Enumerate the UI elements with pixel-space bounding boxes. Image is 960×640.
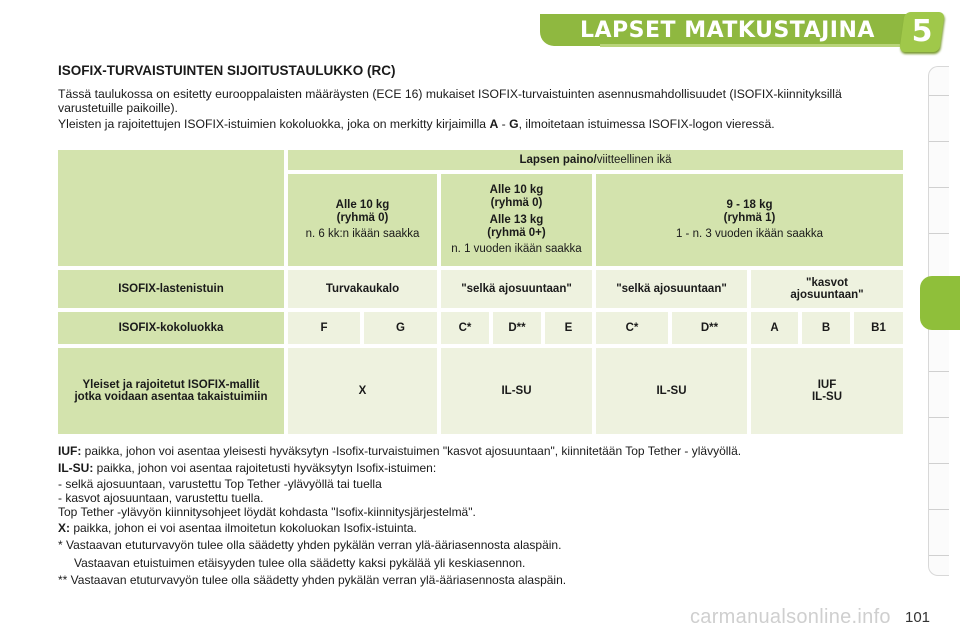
chapter-badge [899, 12, 945, 52]
note-ilsu: IL-SU: paikka, johon voi asentaa rajoitetusti hyväksytyn Isofix-istuimen: [58, 461, 437, 475]
class-cell: G [364, 312, 437, 344]
weight-group-0: Alle 10 kg (ryhmä 0) n. 6 kk:n ikään saakka [288, 174, 437, 266]
chapter-number: 5 [911, 14, 933, 49]
seat-cell-2: "selkä ajosuuntaan" [441, 270, 592, 308]
intro-paragraph-1: Tässä taulukossa on esitetty eurooppalaisten määräysten (ECE 16) mukaiset ISOFIX-turvaistuinten asennusmahdollisuudet (ISOFIX-kiinnityksillä varustetuille paikoille). [58, 87, 842, 115]
header-underline [600, 44, 900, 47]
class-cell: F [288, 312, 360, 344]
note-star-2: ** Vastaavan etuturvavyön tulee olla säädetty yhden pykälän verran ylä-ääriasennosta alaspäin. [58, 573, 567, 587]
class-cell: D** [672, 312, 747, 344]
seat-cell-3: "selkä ajosuuntaan" [596, 270, 747, 308]
rear-cell-1: X [288, 348, 437, 434]
class-cell: E [545, 312, 592, 344]
class-cell: B1 [854, 312, 903, 344]
table-header-weight: Lapsen paino/viitteellinen ikä [288, 150, 903, 170]
class-cell: B [802, 312, 850, 344]
class-cell: D** [493, 312, 541, 344]
seat-cell-1: Turvakaukalo [288, 270, 437, 308]
row-label-rear: Yleiset ja rajoitetut ISOFIX-mallit jotka voidaan asentaa takaistuimiin [58, 348, 284, 434]
active-chapter-tab[interactable] [920, 276, 960, 330]
watermark: carmanualsonline.info [690, 606, 891, 628]
rear-cell-4: IUF IL-SU [751, 348, 903, 434]
class-cell: C* [441, 312, 489, 344]
row-label-class: ISOFIX-kokoluokka [58, 312, 284, 344]
table-corner-cell [58, 150, 284, 266]
note-ilsu-line-3: Top Tether -ylävyön kiinnitysohjeet löydät kohdasta "Isofix-kiinnitysjärjestelmä". [58, 505, 476, 519]
rear-cell-2: IL-SU [441, 348, 592, 434]
page-number: 101 [905, 609, 931, 626]
rear-cell-3: IL-SU [596, 348, 747, 434]
intro-paragraph-2: Yleisten ja rajoitettujen ISOFIX-istuimien kokoluokka, joka on merkitty kirjaimilla A - G, ilmoitetaan istuimessa ISOFIX-logon vieressä. [58, 117, 775, 131]
note-x: X: paikka, johon ei voi asentaa ilmoitetun kokoluokan Isofix-istuinta. [58, 521, 417, 535]
page-header-title: LAPSET MATKUSTAJINA [580, 18, 875, 43]
note-star-1: * Vastaavan etuturvavyön tulee olla säädetty yhden pykälän verran ylä-ääriasennosta alaspäin. [58, 538, 562, 552]
class-cell: C* [596, 312, 668, 344]
seat-cell-4: "kasvot ajosuuntaan" [751, 270, 903, 308]
note-ilsu-line-2: - kasvot ajosuuntaan, varustettu tuella. [58, 491, 264, 505]
weight-group-0plus: Alle 10 kg (ryhmä 0) Alle 13 kg (ryhmä 0+) n. 1 vuoden ikään saakka [441, 174, 592, 266]
class-cell: A [751, 312, 798, 344]
row-label-seat: ISOFIX-lastenistuin [58, 270, 284, 308]
note-star-1-line-2: Vastaavan etuistuimen etäisyyden tulee olla säädetty kaksi pykälää yli keskiasennon. [74, 556, 526, 570]
weight-group-1: 9 - 18 kg (ryhmä 1) 1 - n. 3 vuoden ikään saakka [596, 174, 903, 266]
note-ilsu-line-1: - selkä ajosuuntaan, varustettu Top Tether -ylävyöllä tai tuella [58, 477, 382, 491]
note-iuf: IUF: paikka, johon voi asentaa yleisesti hyväksytyn -Isofix-turvaistuimen "kasvot ajosuuntaan", kiinnitetään Top Tether - ylävyöllä. [58, 444, 742, 458]
section-title: ISOFIX-TURVAISTUINTEN SIJOITUSTAULUKKO (RC) [58, 63, 396, 78]
